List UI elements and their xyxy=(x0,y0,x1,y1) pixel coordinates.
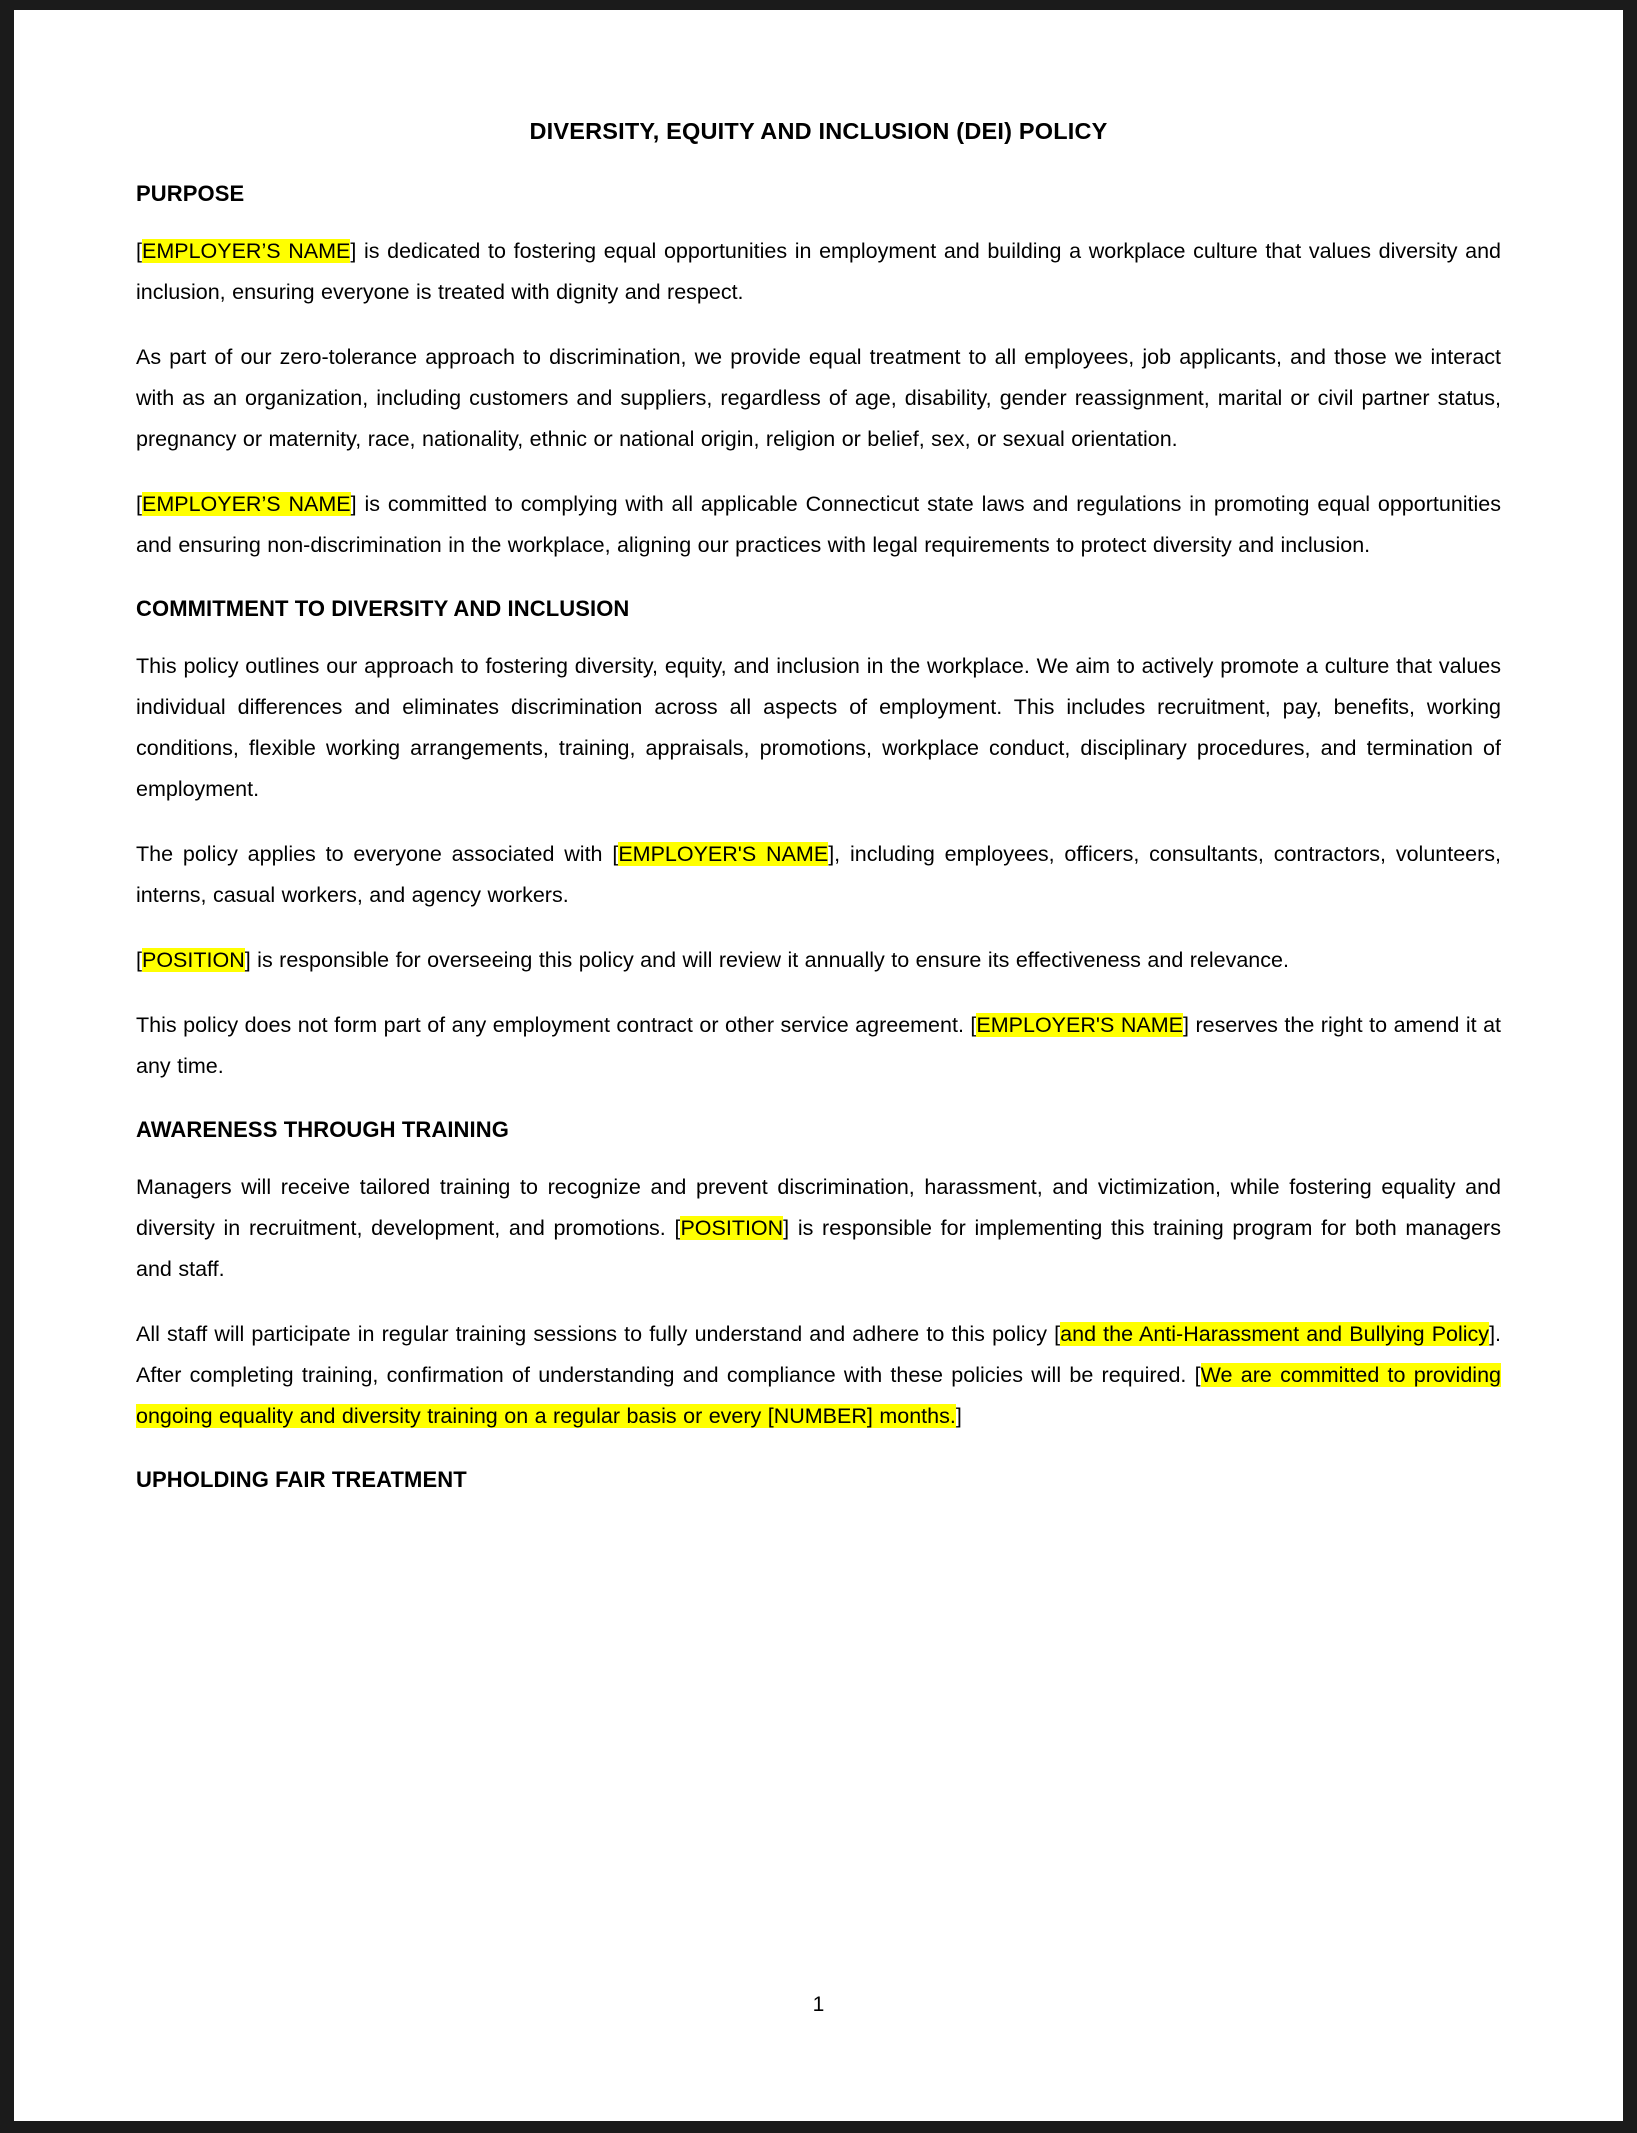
placeholder-position: POSITION xyxy=(680,1216,784,1240)
section-heading-purpose: PURPOSE xyxy=(136,181,245,206)
bracket-open: [ xyxy=(136,948,142,972)
paragraph-purpose-1 xyxy=(136,231,1501,313)
bracket-close: ] xyxy=(955,1404,962,1428)
paragraph-training-2 xyxy=(136,1314,1501,1437)
paragraph-purpose-2: As part of our zero-tolerance approach to discrimination, we provide equal treatment to all employees, job applicants, and those we interact with as an organization, including customers and suppliers, regardless of age, disability, gender reassignment, marital or civil partner status, pregnancy or maternity, race, nationality, ethnic or national origin, religion or belief, sex, or sexual orientation. xyxy=(136,345,1501,451)
optional-clause-ongoing-training: We are committed to providing ongoing equality and diversity training on a regular basis or every [NUMBER] months. xyxy=(136,1363,1501,1428)
paragraph-text: ] is responsible for overseeing this policy and will review it annually to ensure its effectiveness and relevance. xyxy=(244,948,1289,972)
section-heading-fair-treatment: UPHOLDING FAIR TREATMENT xyxy=(136,1467,467,1492)
bracket-open: [ xyxy=(136,492,142,516)
paragraph-text: This policy does not form part of any employment contract or other service agreement. [ xyxy=(136,1013,977,1037)
section-heading-training: AWARENESS THROUGH TRAINING xyxy=(136,1117,509,1142)
document-body xyxy=(136,118,1501,1517)
placeholder-employer-name: EMPLOYER'S NAME xyxy=(618,842,829,866)
paragraph-text: ] is responsible for implementing this training program for both managers and staff. xyxy=(136,1216,1501,1281)
paragraph-commitment-2 xyxy=(136,834,1501,916)
paragraph-text: ] is committed to complying with all applicable Connecticut state laws and regulations in promoting equal opportunities and ensuring non-discrimination in the workplace, aligning our practices with legal requirements to protect diversity and inclusion. xyxy=(136,492,1502,557)
paragraph-text: All staff will participate in regular training sessions to fully understand and adhere to this policy [ xyxy=(136,1322,1061,1346)
paragraph-text: ] is dedicated to fostering equal opportunities in employment and building a workplace culture that values diversity and inclusion, ensuring everyone is treated with dignity and respect. xyxy=(136,239,1501,304)
paragraph-text: ] reserves the right to amend it at any time. xyxy=(136,1013,1502,1078)
document-page xyxy=(14,10,1623,2121)
placeholder-employer-name: EMPLOYER’S NAME xyxy=(141,492,351,516)
placeholder-position: POSITION xyxy=(141,948,245,972)
paragraph-text: ], including employees, officers, consultants, contractors, volunteers, interns, casual workers, and agency workers. xyxy=(136,842,1502,907)
paragraph-commitment-1: This policy outlines our approach to fostering diversity, equity, and inclusion in the workplace. We aim to actively promote a culture that values individual differences and eliminates discrimination across all aspects of employment. This includes recruitment, pay, benefits, working conditions, flexible working arrangements, training, appraisals, promotions, workplace conduct, disciplinary procedures, and termination of employment. xyxy=(136,654,1501,801)
paragraph-purpose-3 xyxy=(136,484,1501,566)
placeholder-employer-name: EMPLOYER'S NAME xyxy=(976,1013,1183,1037)
paragraph-commitment-3 xyxy=(136,940,1501,981)
page-title: DIVERSITY, EQUITY AND INCLUSION (DEI) POLICY xyxy=(529,118,1108,144)
bracket-open: [ xyxy=(136,239,142,263)
section-heading-commitment: COMMITMENT TO DIVERSITY AND INCLUSION xyxy=(136,596,630,621)
paragraph-text: The policy applies to everyone associated with [ xyxy=(136,842,619,866)
paragraph-text: ]. After completing training, confirmation of understanding and compliance with these policies will be required. [ xyxy=(136,1322,1502,1387)
paragraph-commitment-4 xyxy=(136,1005,1501,1087)
paragraph-training-1 xyxy=(136,1167,1501,1290)
paragraph-text: Managers will receive tailored training to recognize and prevent discrimination, harassment, and victimization, while fostering equality and diversity in recruitment, development, and promotions. [ xyxy=(136,1175,1501,1240)
placeholder-employer-name: EMPLOYER’S NAME xyxy=(141,239,351,263)
optional-clause-anti-harassment: and the Anti-Harassment and Bullying Policy xyxy=(1060,1322,1490,1346)
page-number: 1 xyxy=(812,1993,825,2016)
